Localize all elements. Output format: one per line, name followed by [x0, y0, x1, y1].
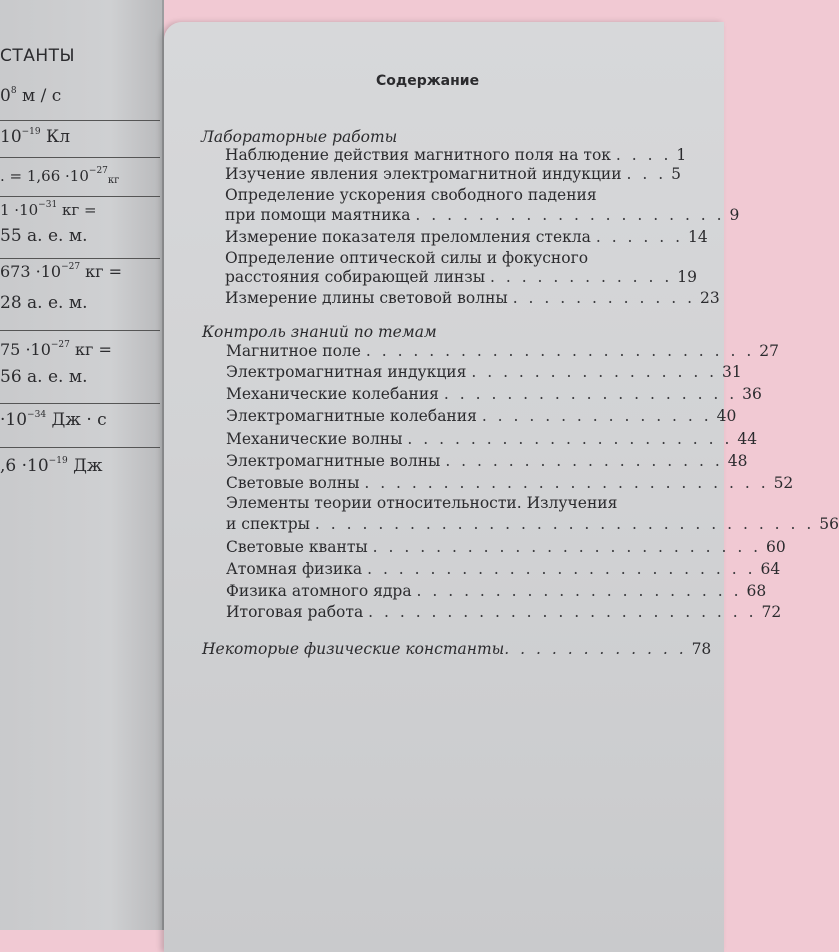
left-page-header: СТАНТЫ [0, 46, 76, 66]
toc-entry-continued[interactable]: и спектры . . . . . . . . . . . . . . . . . . . . . . . . . . . . . . . . 56 [226, 515, 839, 533]
constant-line: . = $1,66 \cdot 10^{-27}_{кг}$ [0, 166, 120, 186]
left-page [0, 0, 164, 930]
toc-entry[interactable]: Световые волны . . . . . . . . . . . . . . . . . . . . . . . . . . 52 [226, 474, 794, 492]
section-heading-knowledge-control: Контроль знаний по темам [202, 323, 437, 341]
toc-entry[interactable]: Электромагнитная индукция . . . . . . . . . . . . . . . . 31 [226, 363, 742, 381]
constant-line: 28 а. е. м. [0, 293, 88, 313]
divider [0, 196, 160, 197]
toc-entry[interactable]: Электромагнитные волны . . . . . . . . . . . . . . . . . . 48 [226, 452, 748, 470]
toc-entry[interactable]: Определение ускорения свободного падения [225, 186, 597, 204]
toc-entry-continued[interactable]: расстояния собирающей линзы . . . . . . . . . . . . 19 [225, 268, 697, 286]
toc-entry[interactable]: Элементы теории относительности. Излучения [226, 494, 618, 512]
toc-entry[interactable]: Магнитное поле . . . . . . . . . . . . . . . . . . . . . . . . . 27 [226, 342, 779, 360]
toc-entry[interactable]: Измерение длины световой волны . . . . . . . . . . . . 23 [225, 289, 720, 307]
constant-line: $75 \cdot 10^{-27}$ кг = [0, 340, 112, 359]
toc-entry[interactable]: Определение оптической силы и фокусного [225, 249, 589, 267]
toc-entry[interactable]: Итоговая работа . . . . . . . . . . . . . . . . . . . . . . . . . 72 [226, 603, 782, 621]
divider [0, 157, 160, 158]
toc-entry[interactable]: Механические колебания . . . . . . . . . . . . . . . . . . . 36 [226, 385, 762, 403]
divider [0, 447, 160, 448]
constant-line: $\cdot 10^{-34}$ Дж · с [0, 410, 107, 430]
constant-line: $1 \cdot 10^{-31}$ кг = [0, 200, 97, 219]
constant-line: $10^{-19}$ Кл [0, 127, 71, 147]
constant-line: 55 а. е. м. [0, 226, 88, 246]
toc-entry-continued[interactable]: при помощи маятника . . . . . . . . . . . . . . . . . . . . 9 [225, 206, 740, 224]
divider [0, 258, 160, 259]
toc-entry[interactable]: Механические волны . . . . . . . . . . . . . . . . . . . . . 44 [226, 430, 758, 448]
toc-entry[interactable]: Изучение явления электромагнитной индукции . . . 5 [225, 165, 681, 183]
constant-line: $0^8$ м / с [0, 86, 62, 106]
toc-entry[interactable]: Атомная физика . . . . . . . . . . . . . . . . . . . . . . . . . 64 [226, 560, 781, 578]
toc-entry[interactable]: Наблюдение действия магнитного поля на ток . . . . 1 [225, 146, 687, 164]
constant-line: $,6 \cdot 10^{-19}$ Дж [0, 456, 103, 476]
divider [0, 120, 160, 121]
toc-entry[interactable]: Физика атомного ядра . . . . . . . . . . . . . . . . . . . . . 68 [226, 582, 767, 600]
toc-entry-physical-constants[interactable]: Некоторые физические константы. . . . . . . . . . . . 78 [202, 640, 712, 658]
toc-entry[interactable]: Измерение показателя преломления стекла . . . . . . 14 [225, 228, 708, 246]
section-heading-lab-works: Лабораторные работы [201, 128, 398, 146]
page-title: Содержание [376, 73, 480, 89]
divider [0, 403, 160, 404]
constant-line: 56 а. е. м. [0, 367, 88, 387]
toc-entry[interactable]: Световые кванты . . . . . . . . . . . . . . . . . . . . . . . . . 60 [226, 538, 786, 556]
toc-entry[interactable]: Электромагнитные колебания . . . . . . . . . . . . . . . 40 [226, 407, 737, 425]
divider [0, 330, 160, 331]
constant-line: $673 \cdot 10^{-27}$ кг = [0, 262, 123, 281]
